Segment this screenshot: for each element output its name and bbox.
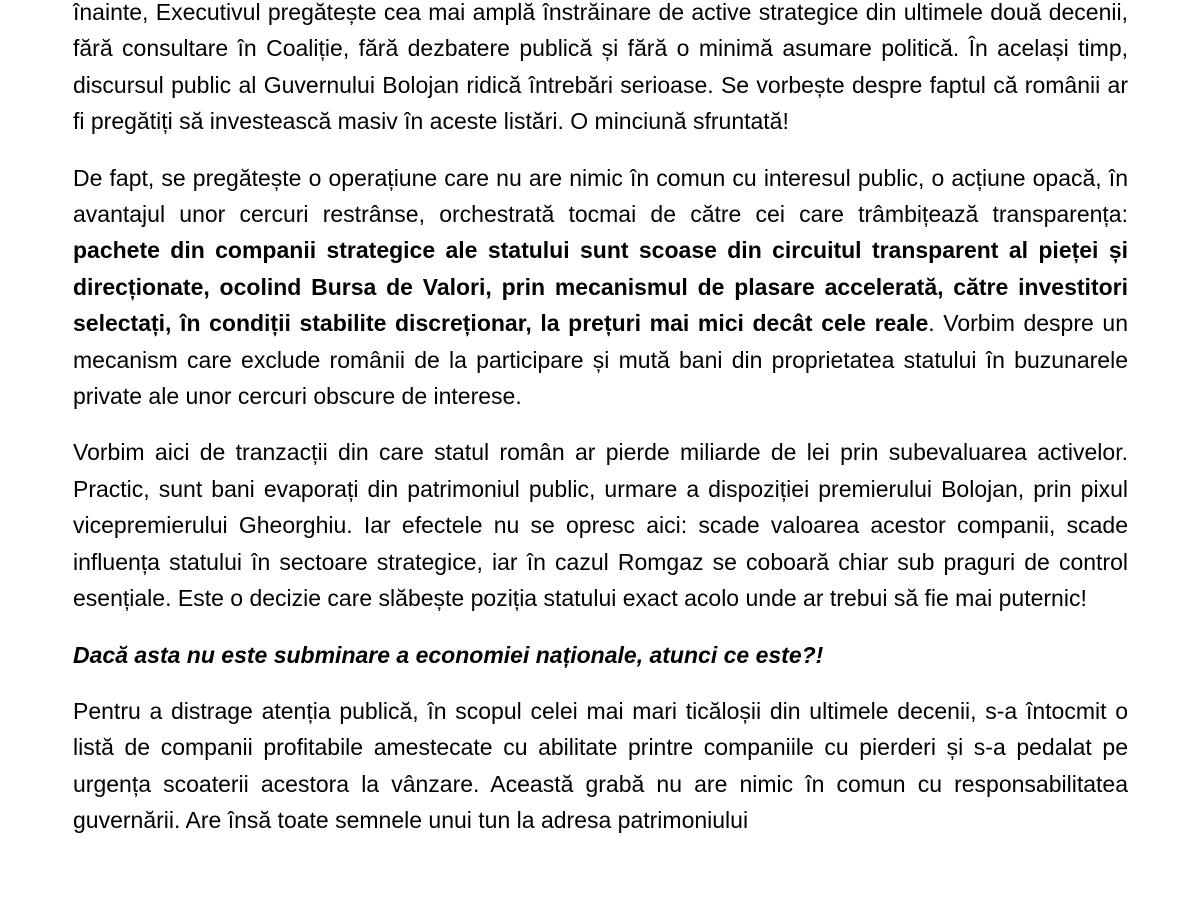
paragraph — [73, 160, 1128, 415]
paragraph — [73, 693, 1128, 839]
paragraph-text: . Vorbim despre un mecanism care exclude românii de la participare și mută bani din proprietatea statului în buzunarele private ale unor cercuri obscure de interese. — [73, 310, 1128, 410]
paragraph-text-bold: pachete din companii strategice ale statului sunt scoase din circuitul transparent al pieței și direcționate, ocolind Bursa de Valori, prin mecanismul de plasare accelerată, către investitori selectați, în condiții stabilite discreționar, la prețuri mai mici decât cele reale — [73, 237, 1128, 337]
paragraph-text-bold-italic: Dacă asta nu este subminare a economiei naționale, atunci ce este?! — [73, 641, 824, 668]
paragraph — [73, 0, 1128, 140]
paragraph — [73, 434, 1128, 616]
document-body — [73, 0, 1128, 839]
paragraph-text: înainte, Executivul pregătește cea mai amplă înstrăinare de active strategice din ultimele două decenii, fără consultare în Coaliție, fără dezbatere publică și fără o minimă asumare politică. În același timp, discursul public al Guvernului Bolojan ridică întrebări serioase. Se vorbește despre faptul că românii ar fi pregătiți să investească masiv în aceste listări. O minciună sfruntată! — [73, 0, 1128, 135]
paragraph-emphasis — [73, 637, 1128, 673]
paragraph-text: De fapt, se pregătește o operațiune care nu are nimic în comun cu interesul public, o acțiune opacă, în avantajul unor cercuri restrânse, orchestrată tocmai de către cei care trâmbițează transparența: — [73, 164, 1128, 228]
paragraph-text: Vorbim aici de tranzacții din care statul român ar pierde miliarde de lei prin subevaluarea activelor. Practic, sunt bani evaporați din patrimoniul public, urmare a dispoziției premierului Bolojan, prin pixul vicepremierului Gheorghiu. Iar efectele nu se opresc aici: scade valoarea acestor companii, scade influența statului în sectoare strategice, iar în cazul Romgaz se coboară chiar sub praguri de control esențiale. Este o decizie care slăbește poziția statului exact acolo unde ar trebui să fie mai puternic! — [73, 439, 1128, 612]
paragraph-text: Pentru a distrage atenția publică, în scopul celei mai mari ticăloșii din ultimele decenii, s-a întocmit o listă de companii profitabile amestecate cu abilitate printre companiile cu pierderi și s-a pedalat pe urgența scoaterii acestora la vânzare. Această grabă nu are nimic în comun cu responsabilitatea guvernării. Are însă toate semnele unui tun la adresa patrimoniului — [73, 697, 1128, 834]
